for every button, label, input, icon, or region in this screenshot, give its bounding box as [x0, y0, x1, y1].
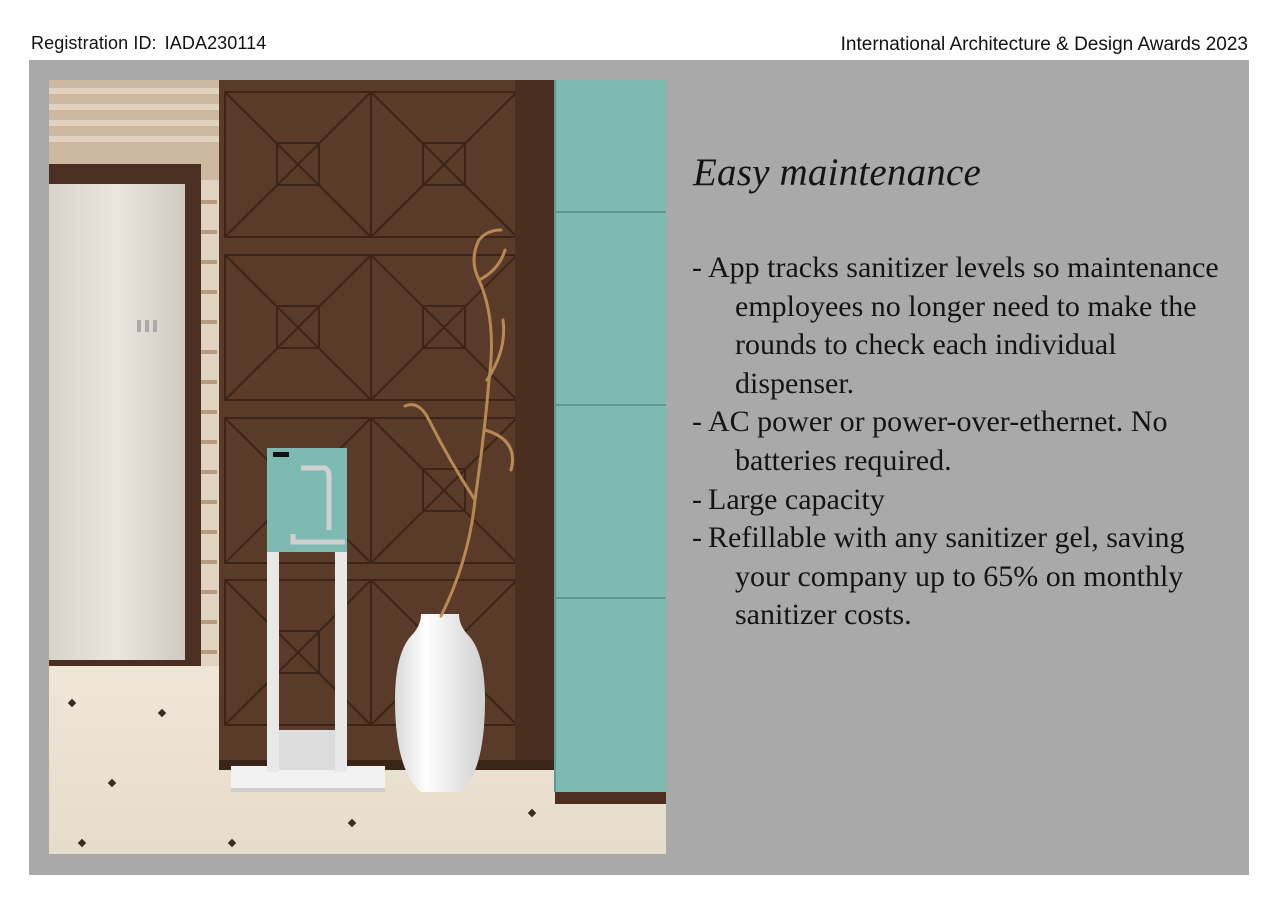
list-item: - AC power or power-over-ethernet. No batteries required. [692, 405, 1168, 477]
feature-list [692, 249, 1232, 635]
product-photo [49, 80, 666, 854]
list-item: - Large capacity [692, 482, 885, 516]
product-scene-illustration [49, 80, 666, 854]
registration-value: IADA230114 [164, 33, 267, 53]
list-item: - Refillable with any sanitizer gel, saving your company up to 65% on monthly sanitizer costs. [692, 521, 1185, 632]
registration-id [31, 33, 266, 54]
slide-heading: Easy maintenance [693, 151, 982, 194]
list-item: - App tracks sanitizer levels so maintenance employees no longer need to make the rounds to check each individual dispenser. [692, 251, 1219, 400]
content-panel [29, 60, 1249, 875]
award-title: International Architecture & Design Awards 2023 [840, 34, 1248, 55]
registration-label: Registration ID: [31, 33, 157, 53]
text-block [692, 150, 1232, 635]
